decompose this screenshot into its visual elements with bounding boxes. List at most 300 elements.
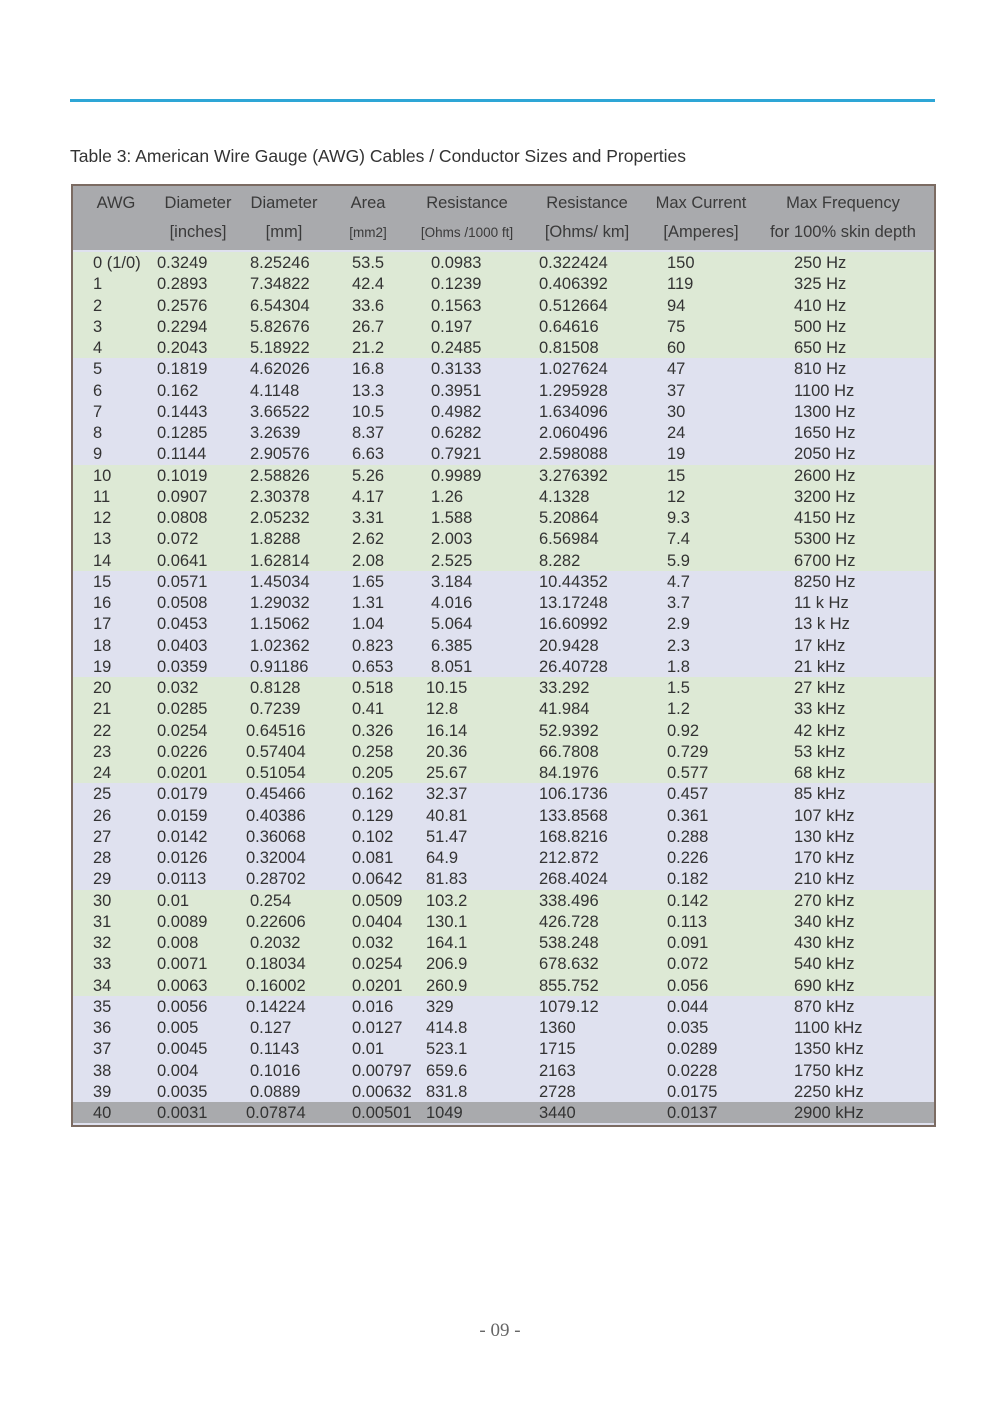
cell-diameter-mm: 0.2032 bbox=[250, 934, 301, 952]
cell-resistance-ohms-1000ft: 130.1 bbox=[426, 912, 468, 931]
cell-max-current: 19 bbox=[667, 445, 686, 464]
cell-area-mm2: 0.00501 bbox=[352, 1104, 412, 1122]
cell-resistance-ohms-1000ft: 1.26 bbox=[431, 487, 464, 506]
cell-diameter-inches: 0.0126 bbox=[157, 849, 208, 867]
cell-max-current: 4.7 bbox=[667, 572, 690, 591]
cell-max-current: 1.5 bbox=[667, 679, 690, 697]
table-row bbox=[73, 401, 934, 422]
cell-diameter-mm: 0.07874 bbox=[246, 1104, 306, 1122]
cell-diameter-mm: 4.1148 bbox=[250, 381, 300, 400]
cell-resistance-ohms-1000ft: 0.1563 bbox=[431, 296, 482, 315]
cell-area-mm2: 3.31 bbox=[352, 509, 385, 527]
cell-resistance-ohms-km: 0.322424 bbox=[539, 254, 608, 272]
cell-resistance-ohms-1000ft: 103.2 bbox=[426, 891, 468, 910]
cell-resistance-ohms-1000ft: 0.197 bbox=[431, 317, 473, 336]
header-unit: [inches] bbox=[169, 223, 227, 241]
cell-diameter-mm: 3.2639 bbox=[250, 424, 301, 442]
cell-resistance-ohms-1000ft: 0.1239 bbox=[431, 275, 482, 294]
cell-diameter-inches: 0.01 bbox=[157, 891, 190, 910]
cell-max-current: 119 bbox=[667, 275, 694, 294]
cell-max-current: 3.7 bbox=[667, 594, 690, 612]
cell-max-current: 94 bbox=[667, 296, 686, 315]
cell-area-mm2: 0.016 bbox=[352, 997, 394, 1016]
cell-diameter-inches: 0.0403 bbox=[157, 636, 208, 655]
cell-area-mm2: 0.205 bbox=[352, 764, 394, 782]
header-max-frequency bbox=[757, 189, 929, 247]
cell-resistance-ohms-km: 678.632 bbox=[539, 955, 599, 974]
cell-awg: 25 bbox=[93, 785, 112, 804]
table-row bbox=[73, 783, 934, 804]
cell-area-mm2: 4.17 bbox=[352, 487, 385, 506]
cell-max-current: 2.3 bbox=[667, 636, 690, 655]
table-row bbox=[73, 273, 934, 294]
cell-max-frequency: 53 kHz bbox=[794, 742, 846, 761]
table-row bbox=[73, 613, 934, 634]
cell-awg: 40 bbox=[93, 1104, 112, 1122]
cell-diameter-mm: 1.02362 bbox=[250, 636, 310, 655]
cell-resistance-ohms-km: 6.56984 bbox=[539, 530, 599, 549]
cell-diameter-inches: 0.2294 bbox=[157, 317, 208, 336]
cell-diameter-inches: 0.0179 bbox=[157, 785, 208, 804]
cell-max-frequency: 1100 kHz bbox=[794, 1019, 863, 1037]
cell-diameter-inches: 0.0201 bbox=[157, 764, 208, 782]
cell-max-frequency: 250 Hz bbox=[794, 254, 847, 272]
cell-area-mm2: 16.8 bbox=[352, 360, 385, 379]
table-row bbox=[73, 571, 934, 592]
table-row bbox=[73, 252, 934, 273]
cell-resistance-ohms-1000ft: 16.14 bbox=[426, 721, 468, 740]
cell-max-current: 0.0228 bbox=[667, 1061, 718, 1080]
table-row bbox=[73, 316, 934, 337]
cell-diameter-inches: 0.0285 bbox=[157, 700, 208, 719]
cell-awg: 27 bbox=[93, 827, 112, 846]
cell-max-frequency: 130 kHz bbox=[794, 827, 855, 846]
cell-resistance-ohms-km: 1715 bbox=[539, 1040, 576, 1059]
cell-diameter-inches: 0.072 bbox=[157, 530, 199, 549]
cell-resistance-ohms-1000ft: 414.8 bbox=[426, 1019, 468, 1037]
cell-max-frequency: 42 kHz bbox=[794, 721, 846, 740]
cell-awg: 38 bbox=[93, 1061, 112, 1080]
cell-diameter-mm: 0.22606 bbox=[246, 912, 306, 931]
cell-diameter-mm: 2.58826 bbox=[250, 466, 310, 485]
cell-area-mm2: 5.26 bbox=[352, 466, 385, 485]
cell-max-current: 7.4 bbox=[667, 530, 690, 549]
cell-diameter-mm: 1.62814 bbox=[250, 551, 310, 570]
cell-max-frequency: 68 kHz bbox=[794, 764, 846, 782]
cell-resistance-ohms-km: 8.282 bbox=[539, 551, 581, 570]
cell-resistance-ohms-1000ft: 6.385 bbox=[431, 636, 473, 655]
cell-resistance-ohms-km: 338.496 bbox=[539, 891, 599, 910]
cell-resistance-ohms-km: 1.634096 bbox=[539, 402, 608, 421]
cell-max-current: 150 bbox=[667, 254, 695, 272]
cell-max-current: 0.142 bbox=[667, 891, 709, 910]
cell-diameter-inches: 0.0571 bbox=[157, 572, 208, 591]
cell-max-frequency: 540 kHz bbox=[794, 955, 855, 974]
cell-resistance-ohms-km: 13.17248 bbox=[539, 594, 608, 612]
cell-resistance-ohms-km: 0.81508 bbox=[539, 339, 599, 357]
cell-diameter-mm: 1.45034 bbox=[250, 572, 310, 591]
cell-area-mm2: 10.5 bbox=[352, 402, 385, 421]
table-row bbox=[73, 528, 934, 549]
cell-awg: 23 bbox=[93, 742, 112, 761]
header-label: Area bbox=[350, 194, 386, 212]
table-row bbox=[73, 486, 934, 507]
cell-diameter-mm: 0.7239 bbox=[250, 700, 301, 719]
cell-area-mm2: 33.6 bbox=[352, 296, 385, 315]
cell-awg: 3 bbox=[93, 317, 103, 336]
cell-max-frequency: 430 kHz bbox=[794, 934, 855, 952]
cell-diameter-inches: 0.004 bbox=[157, 1061, 199, 1080]
cell-resistance-ohms-km: 3440 bbox=[539, 1104, 576, 1122]
cell-resistance-ohms-km: 268.4024 bbox=[539, 870, 608, 889]
cell-awg: 11 bbox=[93, 487, 111, 506]
cell-max-frequency: 170 kHz bbox=[794, 849, 855, 867]
cell-diameter-inches: 0.2576 bbox=[157, 296, 208, 315]
cell-resistance-ohms-1000ft: 51.47 bbox=[426, 827, 468, 846]
cell-resistance-ohms-1000ft: 0.4982 bbox=[431, 402, 482, 421]
header-label: AWG bbox=[96, 194, 136, 212]
cell-max-current: 1.8 bbox=[667, 657, 690, 676]
cell-diameter-mm: 0.28702 bbox=[246, 870, 306, 889]
header-label: Diameter bbox=[164, 194, 232, 212]
cell-max-current: 5.9 bbox=[667, 551, 690, 570]
cell-max-current: 12 bbox=[667, 487, 686, 506]
cell-max-frequency: 6700 Hz bbox=[794, 551, 856, 570]
cell-area-mm2: 21.2 bbox=[352, 339, 385, 357]
cell-resistance-ohms-km: 2163 bbox=[539, 1061, 576, 1080]
header-rule bbox=[70, 99, 935, 102]
cell-awg: 29 bbox=[93, 870, 112, 889]
cell-resistance-ohms-1000ft: 0.2485 bbox=[431, 339, 482, 357]
cell-diameter-inches: 0.0641 bbox=[157, 551, 208, 570]
cell-resistance-ohms-1000ft: 0.3951 bbox=[431, 381, 482, 400]
cell-area-mm2: 0.518 bbox=[352, 679, 394, 697]
header-unit: [mm] bbox=[265, 223, 303, 241]
cell-awg: 7 bbox=[93, 402, 103, 421]
cell-max-frequency: 870 kHz bbox=[794, 997, 855, 1016]
table-row bbox=[73, 1038, 934, 1059]
cell-awg: 20 bbox=[93, 679, 112, 697]
cell-diameter-mm: 0.91186 bbox=[250, 657, 309, 676]
cell-max-frequency: 210 kHz bbox=[794, 870, 855, 889]
cell-max-frequency: 107 kHz bbox=[794, 806, 855, 825]
cell-resistance-ohms-1000ft: 12.8 bbox=[426, 700, 459, 719]
cell-awg: 32 bbox=[93, 934, 112, 952]
cell-area-mm2: 0.823 bbox=[352, 636, 394, 655]
cell-max-frequency: 1350 kHz bbox=[794, 1040, 864, 1059]
cell-diameter-mm: 0.51054 bbox=[246, 764, 306, 782]
cell-diameter-mm: 0.0889 bbox=[250, 1082, 301, 1101]
cell-resistance-ohms-1000ft: 5.064 bbox=[431, 615, 473, 634]
cell-diameter-mm: 1.15062 bbox=[250, 615, 310, 634]
table-row bbox=[73, 443, 934, 464]
cell-resistance-ohms-1000ft: 1049 bbox=[426, 1104, 463, 1122]
cell-max-current: 15 bbox=[667, 466, 686, 485]
cell-resistance-ohms-1000ft: 206.9 bbox=[426, 955, 468, 974]
cell-diameter-inches: 0.1443 bbox=[157, 402, 208, 421]
cell-diameter-mm: 1.29032 bbox=[250, 594, 310, 612]
cell-awg: 31 bbox=[93, 912, 112, 931]
cell-awg: 14 bbox=[93, 551, 112, 570]
cell-area-mm2: 53.5 bbox=[352, 254, 385, 272]
cell-resistance-ohms-km: 1360 bbox=[539, 1019, 576, 1037]
table-row bbox=[73, 295, 934, 316]
cell-max-current: 0.035 bbox=[667, 1019, 709, 1037]
table-row bbox=[73, 911, 934, 932]
cell-resistance-ohms-1000ft: 32.37 bbox=[426, 785, 468, 804]
cell-diameter-inches: 0.1285 bbox=[157, 424, 208, 442]
cell-diameter-inches: 0.005 bbox=[157, 1019, 199, 1037]
cell-diameter-mm: 4.62026 bbox=[250, 360, 310, 379]
table-row bbox=[73, 868, 934, 889]
cell-awg: 8 bbox=[93, 424, 103, 442]
cell-resistance-ohms-km: 1079.12 bbox=[539, 997, 599, 1016]
cell-resistance-ohms-km: 41.984 bbox=[539, 700, 590, 719]
table-row bbox=[73, 656, 934, 677]
cell-resistance-ohms-km: 106.1736 bbox=[539, 785, 608, 804]
cell-diameter-mm: 0.127 bbox=[250, 1019, 292, 1037]
cell-area-mm2: 0.129 bbox=[352, 806, 394, 825]
cell-diameter-inches: 0.3249 bbox=[157, 254, 208, 272]
cell-resistance-ohms-1000ft: 831.8 bbox=[426, 1082, 468, 1101]
table-row bbox=[73, 826, 934, 847]
cell-diameter-inches: 0.0045 bbox=[157, 1040, 208, 1059]
cell-resistance-ohms-1000ft: 10.15 bbox=[426, 679, 468, 697]
cell-area-mm2: 0.00632 bbox=[352, 1082, 412, 1101]
cell-diameter-inches: 0.1144 bbox=[157, 445, 207, 464]
header-unit: for 100% skin depth bbox=[770, 223, 916, 241]
cell-max-frequency: 2600 Hz bbox=[794, 466, 856, 485]
cell-awg: 1 bbox=[93, 275, 103, 294]
cell-max-frequency: 21 kHz bbox=[794, 657, 846, 676]
cell-diameter-mm: 0.8128 bbox=[250, 679, 301, 697]
cell-max-frequency: 410 Hz bbox=[794, 296, 847, 315]
cell-max-current: 0.226 bbox=[667, 849, 709, 867]
cell-area-mm2: 0.653 bbox=[352, 657, 394, 676]
cell-resistance-ohms-km: 2.060496 bbox=[539, 424, 608, 442]
cell-resistance-ohms-km: 538.248 bbox=[539, 934, 599, 952]
cell-awg: 17 bbox=[93, 615, 112, 634]
cell-awg: 12 bbox=[93, 509, 112, 527]
cell-area-mm2: 0.41 bbox=[352, 700, 385, 719]
cell-max-frequency: 340 kHz bbox=[794, 912, 855, 931]
header-label: Max Frequency bbox=[786, 194, 900, 212]
cell-diameter-mm: 0.36068 bbox=[246, 827, 306, 846]
cell-diameter-inches: 0.0159 bbox=[157, 806, 208, 825]
table-row bbox=[73, 635, 934, 656]
cell-diameter-inches: 0.2043 bbox=[157, 339, 208, 357]
header-unit: [Ohms /1000 ft] bbox=[420, 225, 514, 240]
cell-area-mm2: 0.0509 bbox=[352, 891, 403, 910]
cell-resistance-ohms-km: 4.1328 bbox=[539, 487, 590, 506]
cell-resistance-ohms-km: 5.20864 bbox=[539, 509, 599, 527]
cell-diameter-mm: 5.18922 bbox=[250, 339, 310, 357]
cell-diameter-inches: 0.0071 bbox=[157, 955, 208, 974]
cell-awg: 36 bbox=[93, 1019, 112, 1037]
cell-max-frequency: 33 kHz bbox=[794, 700, 846, 719]
cell-max-current: 0.0289 bbox=[667, 1040, 718, 1059]
cell-diameter-mm: 0.18034 bbox=[246, 955, 306, 974]
cell-max-current: 60 bbox=[667, 339, 686, 357]
cell-max-frequency: 11 k Hz bbox=[794, 594, 849, 612]
header-max-current bbox=[645, 189, 757, 247]
cell-max-frequency: 690 kHz bbox=[794, 976, 855, 995]
cell-diameter-inches: 0.0035 bbox=[157, 1082, 208, 1101]
cell-diameter-mm: 0.32004 bbox=[246, 849, 306, 867]
table-row bbox=[73, 358, 934, 379]
cell-awg: 19 bbox=[93, 657, 112, 676]
cell-diameter-inches: 0.0359 bbox=[157, 657, 208, 676]
cell-area-mm2: 2.62 bbox=[352, 530, 385, 549]
cell-area-mm2: 0.102 bbox=[352, 827, 394, 846]
cell-resistance-ohms-1000ft: 659.6 bbox=[426, 1061, 468, 1080]
cell-diameter-mm: 0.40386 bbox=[246, 806, 306, 825]
header-area-mm2 bbox=[333, 189, 403, 247]
cell-awg: 9 bbox=[93, 445, 103, 464]
cell-diameter-inches: 0.0142 bbox=[157, 827, 208, 846]
cell-diameter-inches: 0.0508 bbox=[157, 594, 208, 612]
cell-max-current: 1.2 bbox=[667, 700, 690, 719]
cell-area-mm2: 0.00797 bbox=[352, 1061, 412, 1080]
cell-area-mm2: 0.162 bbox=[352, 785, 394, 804]
cell-diameter-inches: 0.0089 bbox=[157, 912, 208, 931]
cell-max-current: 0.457 bbox=[667, 785, 709, 804]
cell-diameter-inches: 0.162 bbox=[157, 381, 199, 400]
cell-resistance-ohms-km: 2728 bbox=[539, 1082, 576, 1101]
cell-diameter-mm: 0.254 bbox=[250, 891, 292, 910]
cell-max-current: 9.3 bbox=[667, 509, 690, 527]
table-row bbox=[73, 1102, 934, 1123]
cell-awg: 33 bbox=[93, 955, 112, 974]
cell-area-mm2: 8.37 bbox=[352, 424, 385, 442]
cell-max-frequency: 27 kHz bbox=[794, 679, 846, 697]
cell-resistance-ohms-1000ft: 2.525 bbox=[431, 551, 473, 570]
cell-max-current: 0.361 bbox=[667, 806, 709, 825]
cell-diameter-mm: 0.1016 bbox=[250, 1061, 301, 1080]
cell-resistance-ohms-1000ft: 20.36 bbox=[426, 742, 468, 761]
cell-area-mm2: 0.0127 bbox=[352, 1019, 403, 1037]
cell-max-frequency: 1300 Hz bbox=[794, 402, 856, 421]
cell-resistance-ohms-1000ft: 0.3133 bbox=[431, 360, 482, 379]
cell-max-frequency: 270 kHz bbox=[794, 891, 855, 910]
page-number: - 09 - bbox=[479, 1320, 521, 1341]
cell-area-mm2: 1.31 bbox=[352, 594, 385, 612]
cell-diameter-mm: 0.14224 bbox=[246, 997, 306, 1016]
cell-awg: 0 (1/0) bbox=[93, 254, 141, 272]
cell-awg: 34 bbox=[93, 976, 112, 995]
cell-max-current: 47 bbox=[667, 360, 686, 379]
cell-awg: 4 bbox=[93, 339, 103, 357]
table-row bbox=[73, 741, 934, 762]
cell-resistance-ohms-km: 33.292 bbox=[539, 679, 590, 697]
cell-resistance-ohms-km: 0.64616 bbox=[539, 317, 599, 336]
cell-max-current: 2.9 bbox=[667, 615, 690, 634]
table-row bbox=[73, 1081, 934, 1102]
cell-awg: 28 bbox=[93, 849, 112, 867]
cell-resistance-ohms-km: 212.872 bbox=[539, 849, 599, 867]
cell-max-current: 0.729 bbox=[667, 742, 709, 761]
cell-resistance-ohms-km: 52.9392 bbox=[539, 721, 599, 740]
header-resistance-ohms-km bbox=[533, 189, 641, 247]
table-row bbox=[73, 847, 934, 868]
header-label: Max Current bbox=[655, 194, 747, 212]
cell-diameter-mm: 0.57404 bbox=[246, 742, 306, 761]
cell-awg: 18 bbox=[93, 636, 112, 655]
cell-max-current: 0.056 bbox=[667, 976, 709, 995]
cell-awg: 37 bbox=[93, 1040, 112, 1059]
cell-resistance-ohms-1000ft: 164.1 bbox=[426, 934, 468, 952]
cell-resistance-ohms-km: 133.8568 bbox=[539, 806, 608, 825]
cell-max-current: 0.288 bbox=[667, 827, 709, 846]
cell-diameter-mm: 8.25246 bbox=[250, 254, 310, 272]
cell-diameter-inches: 0.2893 bbox=[157, 275, 208, 294]
cell-area-mm2: 1.04 bbox=[352, 615, 385, 634]
cell-max-frequency: 1100 Hz bbox=[794, 381, 855, 400]
cell-resistance-ohms-1000ft: 0.6282 bbox=[431, 424, 482, 442]
cell-max-frequency: 325 Hz bbox=[794, 275, 847, 294]
header-label: Resistance bbox=[426, 194, 508, 212]
cell-area-mm2: 2.08 bbox=[352, 551, 385, 570]
table-row bbox=[73, 507, 934, 528]
cell-resistance-ohms-1000ft: 260.9 bbox=[426, 976, 468, 995]
cell-diameter-mm: 1.8288 bbox=[250, 530, 301, 549]
cell-max-current: 75 bbox=[667, 317, 686, 336]
header-label: Resistance bbox=[546, 194, 628, 212]
cell-resistance-ohms-1000ft: 0.7921 bbox=[431, 445, 482, 464]
cell-resistance-ohms-1000ft: 81.83 bbox=[426, 870, 468, 889]
cell-diameter-mm: 7.34822 bbox=[250, 275, 310, 294]
cell-awg: 21 bbox=[93, 700, 112, 719]
cell-max-current: 0.044 bbox=[667, 997, 709, 1016]
cell-resistance-ohms-1000ft: 0.0983 bbox=[431, 254, 482, 272]
cell-diameter-mm: 0.64516 bbox=[246, 721, 306, 740]
table-caption: Table 3: American Wire Gauge (AWG) Cables / Conductor Sizes and Properties bbox=[70, 146, 687, 166]
cell-resistance-ohms-km: 66.7808 bbox=[539, 742, 599, 761]
table-row bbox=[73, 953, 934, 974]
cell-awg: 10 bbox=[93, 466, 112, 485]
cell-diameter-inches: 0.0453 bbox=[157, 615, 208, 634]
cell-diameter-mm: 2.90576 bbox=[250, 445, 310, 464]
cell-resistance-ohms-km: 168.8216 bbox=[539, 827, 608, 846]
cell-max-frequency: 2250 kHz bbox=[794, 1082, 864, 1101]
cell-resistance-ohms-km: 0.512664 bbox=[539, 296, 608, 315]
cell-resistance-ohms-km: 2.598088 bbox=[539, 445, 608, 464]
cell-resistance-ohms-1000ft: 0.9989 bbox=[431, 466, 482, 485]
cell-max-current: 37 bbox=[667, 381, 686, 400]
table-row bbox=[73, 550, 934, 571]
cell-max-frequency: 4150 Hz bbox=[794, 509, 856, 527]
cell-max-frequency: 500 Hz bbox=[794, 317, 847, 336]
cell-resistance-ohms-km: 0.406392 bbox=[539, 275, 608, 294]
cell-resistance-ohms-km: 855.752 bbox=[539, 976, 599, 995]
cell-max-frequency: 8250 Hz bbox=[794, 572, 856, 591]
table-row bbox=[73, 465, 934, 486]
cell-max-frequency: 5300 Hz bbox=[794, 530, 856, 549]
table-row bbox=[73, 337, 934, 358]
table-row bbox=[73, 380, 934, 401]
cell-max-frequency: 85 kHz bbox=[794, 785, 846, 804]
table-row bbox=[73, 592, 934, 613]
table-row bbox=[73, 932, 934, 953]
cell-resistance-ohms-1000ft: 25.67 bbox=[426, 764, 468, 782]
table-row bbox=[73, 677, 934, 698]
cell-area-mm2: 13.3 bbox=[352, 381, 385, 400]
cell-max-frequency: 2900 kHz bbox=[794, 1104, 864, 1122]
cell-resistance-ohms-km: 84.1976 bbox=[539, 764, 599, 782]
cell-area-mm2: 6.63 bbox=[352, 445, 385, 464]
cell-resistance-ohms-km: 10.44352 bbox=[539, 572, 608, 591]
cell-max-current: 0.92 bbox=[667, 721, 700, 740]
